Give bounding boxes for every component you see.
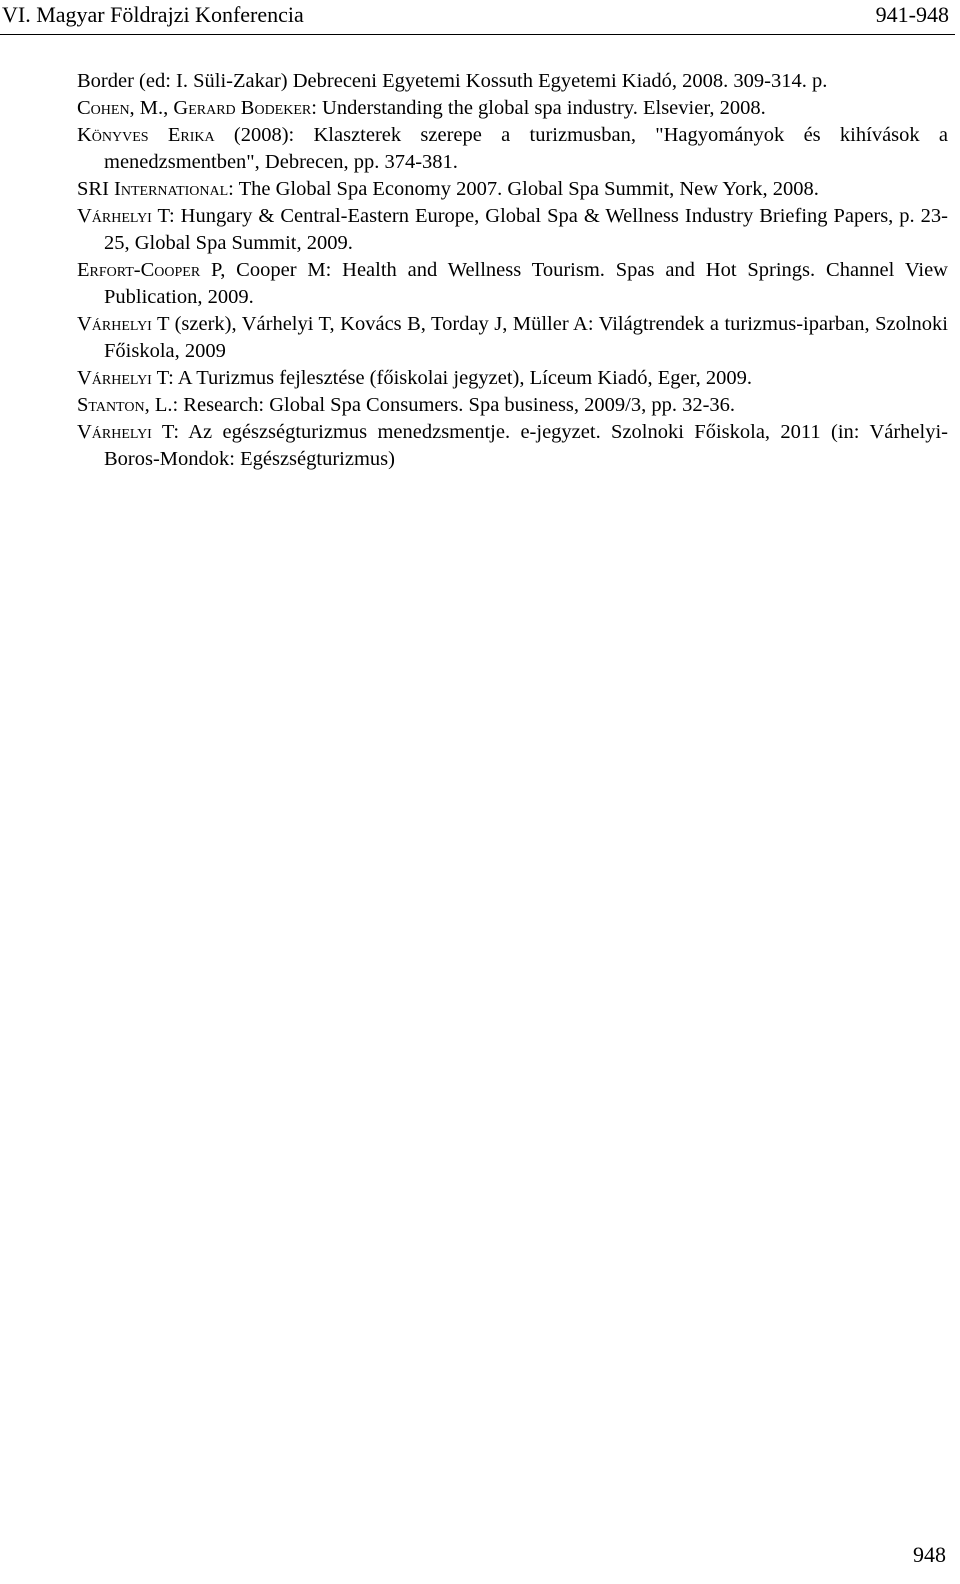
reference-author: Várhelyi xyxy=(77,367,152,389)
reference-item xyxy=(77,365,948,392)
reference-author: Stanton, L. xyxy=(77,394,173,416)
reference-item xyxy=(77,95,948,122)
reference-text: (2008): Klaszterek szerepe a turizmusban, "Hagyományok és kihívások a menedzsmentben", Debrecen, pp. 374-381. xyxy=(104,124,949,173)
reference-item xyxy=(77,203,948,257)
reference-item xyxy=(77,419,948,473)
reference-item xyxy=(77,122,948,176)
reference-item xyxy=(77,176,948,203)
reference-text: T: A Turizmus fejlesztése (főiskolai jegyzet), Líceum Kiadó, Eger, 2009. xyxy=(151,367,752,389)
reference-author: Könyves Erika xyxy=(77,124,215,146)
reference-author: SRI International xyxy=(77,178,229,200)
reference-author: Várhelyi xyxy=(77,421,152,443)
reference-item xyxy=(77,392,948,419)
reference-author: Várhelyi xyxy=(77,313,152,335)
header-title: VI. Magyar Földrajzi Konferencia xyxy=(2,2,304,27)
reference-text: T: Hungary & Central-Eastern Europe, Global Spa & Wellness Industry Briefing Papers, p. 23-25, Global Spa Summit, 2009. xyxy=(104,205,948,254)
reference-text: : Research: Global Spa Consumers. Spa business, 2009/3, pp. 32-36. xyxy=(172,394,736,416)
reference-author: Cohen, M., Gerard Bodeker xyxy=(77,97,312,119)
reference-author: Várhelyi xyxy=(77,205,152,227)
reference-author: Erfort-Cooper xyxy=(77,259,201,281)
reference-list xyxy=(77,68,948,473)
reference-item xyxy=(77,68,948,95)
header-page-range: 941-948 xyxy=(875,2,949,27)
reference-item xyxy=(77,257,948,311)
reference-item xyxy=(77,311,948,365)
page-number: 948 xyxy=(913,1542,946,1567)
reference-text: Border (ed: I. Süli-Zakar) Debreceni Egyetemi Kossuth Egyetemi Kiadó, 2008. 309-314. p. xyxy=(77,70,828,92)
reference-text: T: Az egészségturizmus menedzsmentje. e-jegyzet. Szolnoki Főiskola, 2011 (in: Várhelyi-Boros-Mondok: Egészségturizmus) xyxy=(104,421,948,470)
reference-text: P, Cooper M: Health and Wellness Tourism. Spas and Hot Springs. Channel View Publication, 2009. xyxy=(104,259,948,308)
reference-text: : The Global Spa Economy 2007. Global Spa Summit, New York, 2008. xyxy=(228,178,819,200)
reference-text: : Understanding the global spa industry. Elsevier, 2008. xyxy=(311,97,766,119)
reference-text: T (szerk), Várhelyi T, Kovács B, Torday J, Müller A: Világtrendek a turizmus-iparban, Szolnoki Főiskola, 2009 xyxy=(104,313,948,362)
running-header xyxy=(0,0,955,35)
